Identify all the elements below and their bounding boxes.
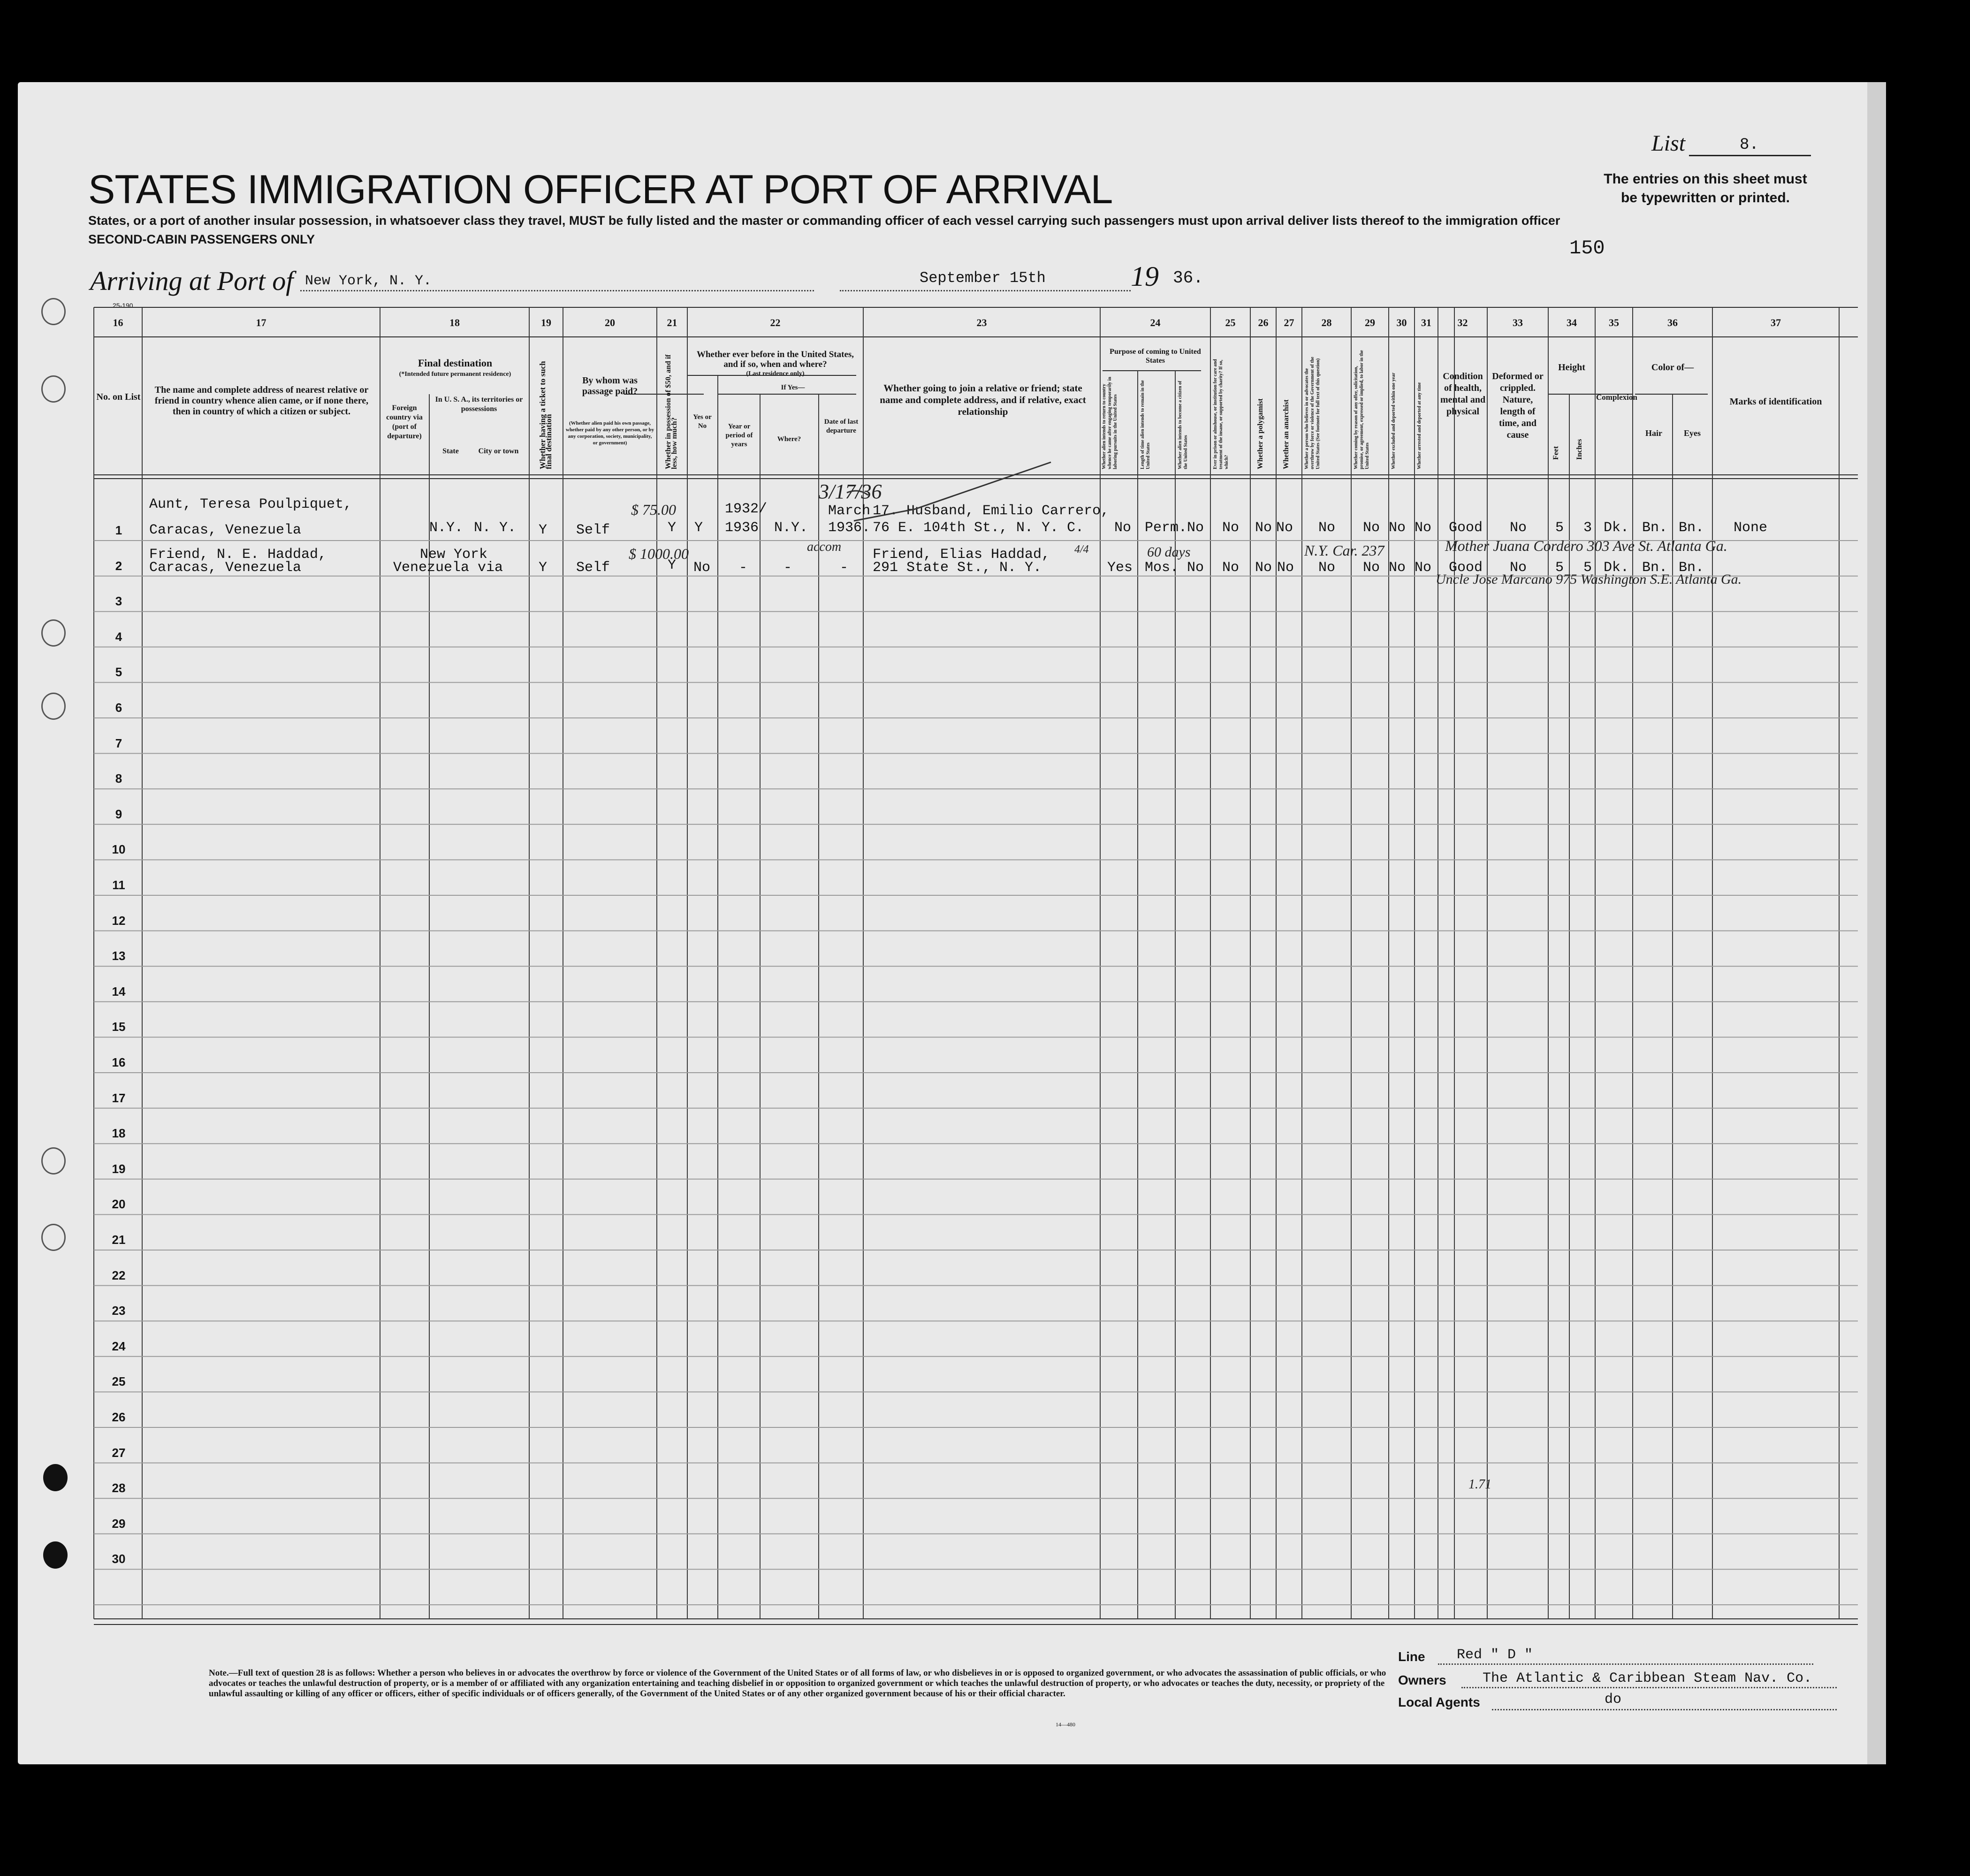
- row2-state-line1: New York: [420, 547, 488, 563]
- row1-join-line1: 17. Husband, Emilio Carrero,: [873, 503, 1110, 519]
- list-label: List: [1651, 131, 1686, 156]
- row2-year: -: [739, 560, 748, 576]
- owners-value: The Atlantic & Caribbean Steam Nav. Co.: [1483, 1670, 1812, 1686]
- line-number: 6: [115, 701, 122, 715]
- column-number: 19: [541, 317, 551, 328]
- row2-polygamist: No: [1255, 560, 1272, 576]
- row1-year-line2: 1936: [725, 520, 759, 536]
- row1-departure-line2: 1936.: [828, 520, 871, 536]
- line-value: Red " D ": [1457, 1647, 1533, 1663]
- header-marks: Marks of identification: [1729, 397, 1822, 407]
- line-number: 29: [112, 1516, 126, 1531]
- column-number: 23: [976, 317, 987, 328]
- row1-money: Y: [668, 520, 677, 536]
- line-number: 15: [112, 1020, 126, 1034]
- row2-before: No: [693, 560, 711, 576]
- line-label: Line: [1398, 1649, 1425, 1664]
- row1-relative-line1: Aunt, Teresa Poulpiquet,: [149, 496, 352, 512]
- column-number: 27: [1284, 317, 1294, 328]
- row1-departure-line1: March: [828, 503, 871, 519]
- owners-label: Owners: [1398, 1673, 1446, 1687]
- header-where: Where?: [777, 435, 801, 443]
- handwritten-col28-note: N.Y. Car. 237: [1304, 542, 1384, 559]
- row1-deformed: No: [1510, 520, 1527, 536]
- row1-marks: None: [1734, 520, 1768, 536]
- agents-underline: [1492, 1709, 1837, 1710]
- column-number: 33: [1513, 317, 1523, 328]
- header-passage-paid: By whom was passage paid?: [582, 375, 638, 397]
- line-number: 17: [112, 1091, 126, 1105]
- entries-note: The entries on this sheet must be typewritten or printed.: [1604, 171, 1807, 206]
- line-number: 11: [112, 878, 125, 892]
- owners-underline: [1461, 1687, 1837, 1688]
- line-number: 20: [112, 1197, 126, 1212]
- line-underline: [1438, 1663, 1813, 1665]
- header-arrested: Whether arrested and deported at any time: [1417, 382, 1422, 469]
- instructions-text: States, or a port of another insular possession, in whatsoever class they travel, MUST be fully listed and the master or commanding officer of each vessel carrying such passengers must upon arrival deliver lists thereof to the immigration officer: [88, 214, 1560, 228]
- header-final-destination-sub: (*Intended future permanent residence): [399, 371, 511, 378]
- row1-prison: No: [1222, 520, 1240, 536]
- header-eyes: Eyes: [1684, 428, 1701, 438]
- row2-money: Y: [668, 557, 677, 573]
- column-number: 28: [1321, 317, 1332, 328]
- handwritten-departure-date: 3/17/36: [819, 480, 882, 503]
- header-health: Condition of health, mental and physical: [1440, 371, 1486, 417]
- line-number: 10: [112, 842, 126, 857]
- handwritten-mother-note: Mother Juana Cordero 303 Ave St. Atlanta Ga.: [1445, 537, 1727, 554]
- handwritten-money-row2: $ 1000.00: [629, 545, 689, 562]
- row1-polygamist: No: [1255, 520, 1272, 536]
- row2-health: Good: [1449, 560, 1483, 576]
- column-number: 30: [1396, 317, 1407, 328]
- row2-join-line1: Friend, Elias Haddad,: [873, 547, 1050, 563]
- header-money: Whether in possession of $50, and if less, how much?: [664, 354, 678, 469]
- row1-q30: No: [1389, 520, 1406, 536]
- line-number: 21: [112, 1233, 126, 1247]
- row1-ticket: Y: [539, 522, 548, 538]
- header-purpose-length: Length of time alien intends to remain in the United States: [1140, 380, 1151, 469]
- header-polygamist: Whether a polygamist: [1256, 398, 1264, 469]
- row1-intends-return: No: [1114, 520, 1132, 536]
- header-question-28: Whether a person who believes in or advocates the overthrow by force or violence of the Government of the United States (See footnote for full text of this question): [1304, 357, 1321, 469]
- header-color: Color of—: [1651, 362, 1694, 373]
- year-prefix: 19: [1131, 261, 1159, 292]
- header-passage-paid-sub: (Whether alien paid his own passage, whether paid by any other person, or by any corporation, society, municipality, or government): [565, 420, 654, 446]
- passenger-class-label: SECOND-CABIN PASSENGERS ONLY: [88, 232, 315, 246]
- header-feet: Feet: [1552, 446, 1560, 460]
- line-number: 28: [112, 1481, 126, 1495]
- line-number: 13: [112, 949, 126, 963]
- row1-where: N.Y.: [774, 520, 808, 536]
- line-number: 12: [112, 913, 126, 928]
- line-number: 24: [112, 1339, 126, 1353]
- line-number: 18: [112, 1126, 126, 1141]
- column-number: 25: [1225, 317, 1236, 328]
- header-hair: Hair: [1645, 428, 1662, 438]
- header-purpose-return: Whether alien intends to return to country whence he came after engaging temporarily in laboring pursuits in the United States: [1102, 377, 1118, 469]
- handwritten-mark-row28: 1.71: [1468, 1477, 1491, 1492]
- line-number: 5: [115, 665, 122, 679]
- header-join-relative: Whether going to join a relative or friend; state name and complete address, and if relative, exact relationship: [880, 382, 1086, 417]
- line-number: 25: [112, 1374, 126, 1389]
- line-number: 16: [112, 1055, 126, 1069]
- header-yes-no: Yes or No: [693, 413, 712, 430]
- header-complexion: Complexion: [1596, 393, 1637, 402]
- row2-relative-line2: Caracas, Venezuela: [149, 560, 302, 576]
- line-number: 1: [115, 523, 122, 537]
- row1-q31: No: [1415, 520, 1432, 536]
- row2-complexion: Dk.: [1604, 560, 1629, 576]
- column-number: 34: [1567, 317, 1577, 328]
- row1-paid-by: Self: [576, 522, 610, 538]
- row1-q29: No: [1363, 520, 1380, 536]
- header-nearest-relative: The name and complete address of nearest relative or friend in country whence alien came, or if none there, then in country of which a citizen or subject.: [154, 385, 369, 417]
- handwritten-money-row1: $ 75.00: [631, 501, 676, 518]
- line-number: 4: [115, 629, 122, 644]
- header-excluded: Whether excluded and deported within one year: [1391, 373, 1396, 469]
- handwritten-uncle-note: Uncle Jose Marcano 975 Washington S.E. Atlanta Ga.: [1436, 572, 1742, 587]
- row1-hair: Bn.: [1642, 520, 1668, 536]
- agents-value: do: [1605, 1692, 1622, 1708]
- header-prison: Ever in prison or almshouse, or institution for care and treatment of the insane, or supported by charity? If so, which?: [1213, 359, 1229, 469]
- row1-join-line2: 76 E. 104th St., N. Y. C.: [873, 520, 1084, 536]
- column-number: 32: [1457, 317, 1468, 328]
- column-number: 35: [1609, 317, 1619, 328]
- row1-anarchist: No: [1276, 520, 1293, 536]
- column-number: 26: [1258, 317, 1269, 328]
- line-number: 3: [115, 594, 122, 609]
- line-number: 8: [115, 771, 122, 786]
- row1-inches: 3: [1583, 520, 1592, 536]
- row1-before: Y: [694, 520, 703, 536]
- line-number: 30: [112, 1552, 126, 1566]
- row2-q28: No: [1318, 560, 1336, 576]
- footnote-question-28: Note.—Full text of question 28 is as follows: Whether a person who believes in or advocates the overthrow by force or violence of the Government of the United States or of all forms of law, or who disbelieves in or is opposed to organized government, or who advocates the assassination of public officials, or who advocates or teaches the unlawful destruction of property, or is a member of or affiliated with any organization entertaining and teaching disbelief in or opposition to organized government or which teaches the unlawful destruction of property, or who advocates or teaches the duty, necessity, or propriety of the unlawful assaulting or killing of any officer or officers, either of specific individuals or of officers generally, of the Government of the United States or of any other organized government because of his or their official character.: [209, 1668, 1386, 1699]
- footer-form-code: 14—480: [1056, 1721, 1075, 1728]
- header-purpose-citizen: Whether alien intends to become a citizen of the United States: [1178, 381, 1188, 469]
- row1-state: N.Y.: [429, 520, 464, 536]
- row2-state-line2: Venezuela via: [393, 560, 503, 576]
- row2-paid-by: Self: [576, 560, 610, 576]
- header-usa: In U. S. A., its territories or possessions: [435, 396, 523, 413]
- line-number: 14: [112, 984, 126, 999]
- column-number: 24: [1150, 317, 1161, 328]
- arriving-label: Arriving at Port of: [90, 266, 294, 296]
- row2-q29: No: [1363, 560, 1380, 576]
- row1-relative-line2: Caracas, Venezuela: [149, 522, 302, 538]
- row2-relative-line1: Friend, N. E. Haddad,: [149, 547, 327, 563]
- row2-citizen: No: [1187, 560, 1204, 576]
- handwritten-accompanying: accom: [807, 540, 842, 554]
- column-number: 18: [449, 317, 460, 328]
- row2-where: -: [783, 560, 792, 576]
- column-number: 17: [256, 317, 266, 328]
- column-number: 37: [1771, 317, 1781, 328]
- line-number: 19: [112, 1161, 126, 1176]
- column-number: 36: [1667, 317, 1678, 328]
- header-year: Year or period of years: [725, 423, 753, 448]
- header-final-destination: Final destination: [418, 357, 493, 369]
- arrival-year: 36.: [1173, 268, 1203, 288]
- row1-complexion: Dk.: [1604, 520, 1629, 536]
- row2-inches: 5: [1583, 560, 1592, 576]
- arrival-date: September 15th: [920, 269, 1046, 287]
- line-number: 2: [115, 558, 122, 573]
- row1-year-line1: 1932/: [725, 501, 768, 517]
- row1-city: N. Y.: [474, 520, 517, 536]
- column-number: 22: [770, 317, 781, 328]
- line-number: 27: [112, 1445, 126, 1460]
- header-question-29: Whether coming by reason of any offer, solicitation, promise, or agreement, expressed or implied, to labor in the United States: [1354, 350, 1370, 469]
- line-number: 26: [112, 1410, 126, 1424]
- column-number: 16: [113, 317, 123, 328]
- header-if-yes: If Yes—: [781, 384, 805, 391]
- line-number: 23: [112, 1304, 126, 1318]
- line-number: 22: [112, 1268, 126, 1282]
- row1-feet: 5: [1555, 520, 1564, 536]
- header-foreign-country: Foreign country via (port of departure): [386, 404, 423, 440]
- stamp-number: 150: [1569, 237, 1605, 259]
- column-number: 31: [1421, 317, 1431, 328]
- row2-join-line2: 291 State St., N. Y.: [873, 560, 1042, 576]
- header-inches: Inches: [1575, 439, 1583, 460]
- list-number: 8.: [1740, 136, 1759, 154]
- header-anarchist: Whether an anarchist: [1282, 399, 1290, 469]
- row1-health: Good: [1449, 520, 1483, 536]
- row2-ticket: Y: [539, 560, 548, 576]
- column-number: 29: [1365, 317, 1375, 328]
- column-number: 20: [605, 317, 615, 328]
- row2-length: Mos.: [1145, 560, 1179, 576]
- header-ever-before: Whether ever before in the United States, and if so, when and where?: [696, 350, 854, 369]
- column-number: 21: [667, 317, 677, 328]
- header-line-number: No. on List: [96, 392, 141, 402]
- row2-q31: No: [1415, 560, 1432, 576]
- row2-feet: 5: [1555, 560, 1564, 576]
- row2-q30: No: [1389, 560, 1406, 576]
- line-number: 7: [115, 736, 122, 750]
- arrival-port: New York, N. Y.: [305, 273, 432, 289]
- header-ever-before-sub: (Last residence only): [746, 370, 805, 377]
- row1-length: Perm.: [1145, 520, 1187, 536]
- row1-citizen: No: [1187, 520, 1204, 536]
- row2-hair: Bn.: [1642, 560, 1668, 576]
- handwritten-length-of-stay: 60 days: [1147, 544, 1191, 560]
- header-state: State: [442, 447, 459, 455]
- header-height: Height: [1558, 362, 1585, 373]
- header-departure: Date of last departure: [824, 418, 859, 435]
- row1-q28: No: [1318, 520, 1336, 536]
- row2-prison: No: [1222, 560, 1240, 576]
- row2-eyes: Bn.: [1679, 560, 1704, 576]
- agents-label: Local Agents: [1398, 1695, 1480, 1709]
- header-deformed: Deformed or crippled. Nature, length of time, and cause: [1492, 371, 1544, 440]
- row2-intends-return: Yes: [1107, 560, 1133, 576]
- line-number: 9: [115, 807, 122, 821]
- handwritten-reference: 4/4: [1074, 543, 1089, 556]
- row2-anarchist: No: [1277, 560, 1294, 576]
- page-title: STATES IMMIGRATION OFFICER AT PORT OF ARRIVAL: [88, 167, 1113, 212]
- row2-departure: -: [840, 560, 849, 576]
- header-purpose: Purpose of coming to United States: [1110, 348, 1201, 365]
- row2-deformed: No: [1510, 560, 1527, 576]
- header-ticket: Whether having a ticket to such final destination: [538, 361, 553, 469]
- header-city: City or town: [478, 447, 519, 455]
- form-code: 25-190: [113, 302, 133, 309]
- row1-eyes: Bn.: [1679, 520, 1704, 536]
